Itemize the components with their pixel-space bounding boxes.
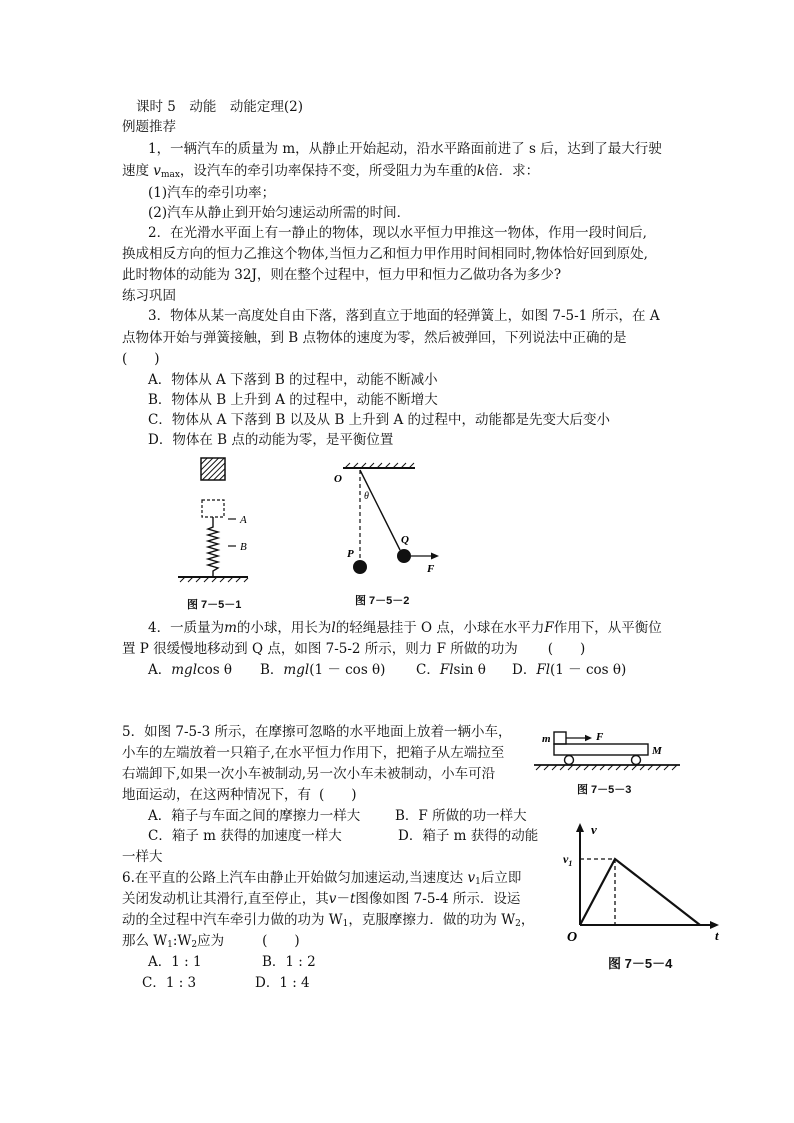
- q5-option-b: B．F 所做的功一样大: [395, 808, 527, 824]
- string: [360, 470, 400, 550]
- wheel-left: [565, 756, 574, 765]
- block-at-a: [202, 500, 224, 517]
- section-practice: 练习巩固: [122, 288, 176, 304]
- label-f: F: [427, 563, 435, 575]
- label-t: t: [715, 928, 719, 943]
- label-m-small: m: [542, 733, 551, 745]
- caption-fig-7-5-1: 图 7－5－1: [187, 599, 242, 611]
- label-o: O: [334, 473, 342, 485]
- q6-option-b: B．1 : 2: [262, 954, 316, 970]
- label-q: Q: [401, 534, 409, 546]
- section-examples: 例题推荐: [122, 119, 176, 135]
- box: [554, 732, 566, 744]
- q1-line2: 速度 $v_{max}$，设汽车的牵引功率保持不变，所受阻力为车重的k倍．求：: [122, 163, 540, 180]
- label-f-cart: F: [596, 731, 604, 743]
- q3-option-a: A．物体从 A 下落到 B 的过程中，动能不断减小: [148, 372, 438, 388]
- caption-fig-7-5-3: 图 7－5－3: [577, 784, 632, 796]
- spring: [208, 517, 218, 577]
- label-v1: $v_1$: [563, 852, 573, 868]
- label-v: v: [591, 822, 597, 837]
- caption-fig-7-5-2: 图 7－5－2: [355, 595, 410, 607]
- q5-option-c: C．箱子 m 获得的加速度一样大: [148, 828, 342, 844]
- wheel-right: [632, 756, 641, 765]
- label-a: A: [240, 514, 247, 526]
- label-b: B: [240, 541, 247, 553]
- ball-p: [353, 560, 367, 574]
- ball-q: [397, 549, 411, 563]
- figure-spring: [170, 455, 250, 615]
- q6-option-a: A．1 : 1: [148, 954, 202, 970]
- label-p: P: [347, 548, 354, 560]
- label-o-origin: O: [567, 930, 578, 945]
- figure-vt-graph: [565, 820, 735, 945]
- falling-block: [201, 458, 225, 480]
- page-title: 课时 5 动能 动能定理(2): [136, 99, 304, 115]
- figure-cart: [530, 722, 685, 777]
- label-theta: θ: [364, 491, 369, 502]
- q3-option-b: B．物体从 B 上升到 A 的过程中，动能不断增大: [148, 392, 438, 408]
- caption-fig-7-5-4: 图 7－5－4: [608, 956, 673, 971]
- q5-option-a: A．箱子与车面之间的摩擦力一样大: [148, 808, 361, 824]
- cart-body: [554, 744, 648, 755]
- q6-option-d: D．1 : 4: [255, 975, 310, 991]
- figure-pendulum: [335, 460, 450, 590]
- q1-line1: 1，一辆汽车的质量为 m，从静止开始起动，沿水平路面前进了 s 后，达到了最大行驶: [148, 141, 662, 157]
- q1-sub1: (1)汽车的牵引功率；: [148, 185, 276, 201]
- q6-option-c: C．1 : 3: [142, 975, 197, 991]
- q3-option-c: C．物体从 A 下落到 B 以及从 B 上升到 A 的过程中，动能都是先变大后变小: [148, 412, 610, 428]
- q1-sub2: (2)汽车从静止到开始匀速运动所需的时间．: [148, 205, 411, 221]
- vt-line: [580, 859, 700, 925]
- q3-option-d: D．物体在 B 点的动能为零，是平衡位置: [148, 432, 394, 448]
- q5-option-d: D．箱子 m 获得的动能: [398, 828, 539, 844]
- label-big-m: M: [652, 745, 662, 757]
